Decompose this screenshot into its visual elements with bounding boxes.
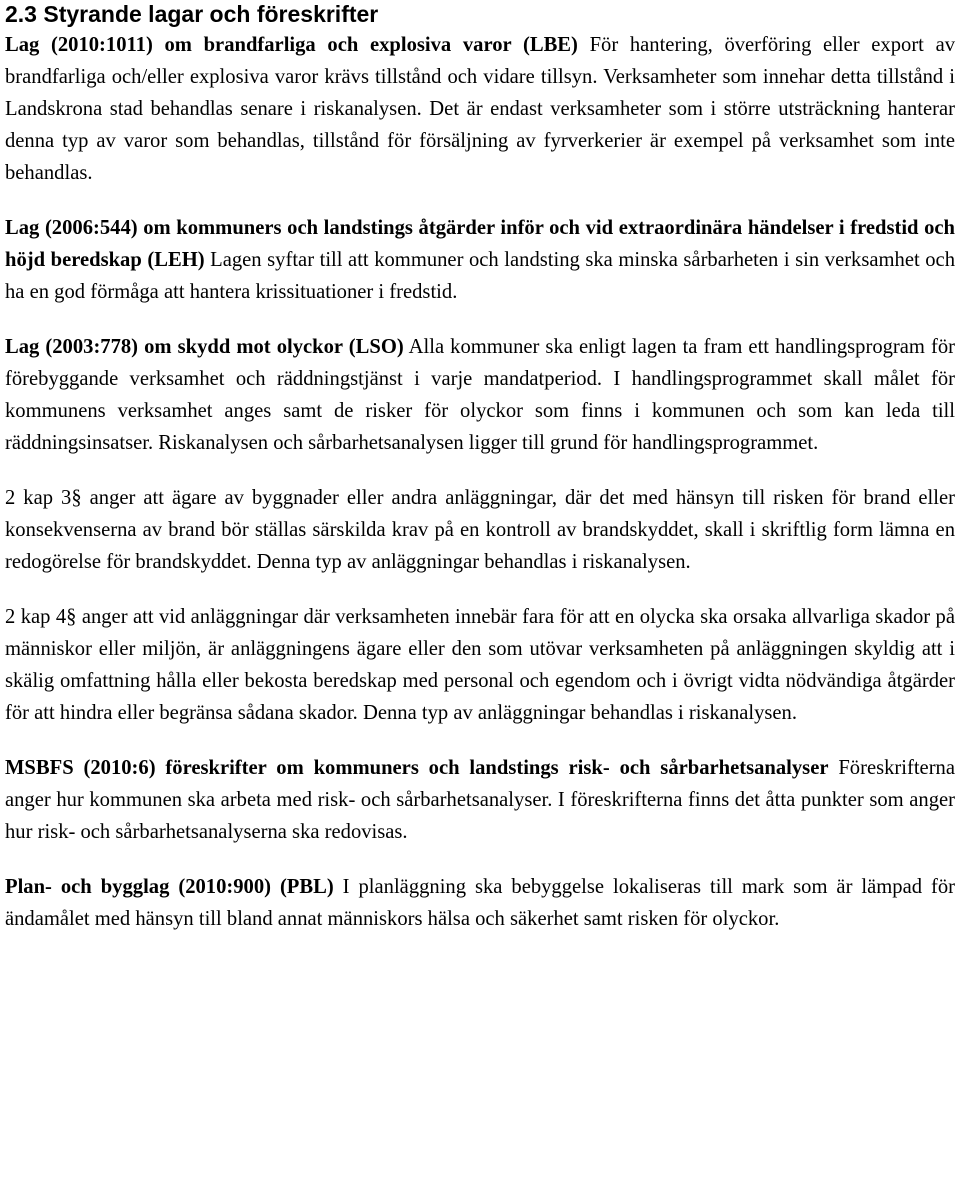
section-heading: 2.3 Styrande lagar och föreskrifter (5, 1, 379, 27)
law-title-pbl: Plan- och bygglag (2010:900) (PBL) (5, 876, 334, 898)
paragraph-msbfs (5, 752, 955, 848)
paragraph-text: 2 kap 4§ anger att vid anläggningar där verksamheten innebär fara för att en olycka ska orsaka allvarliga skador på människor eller miljön, är anläggningens ägare eller den som utövar verksamheten på anläggningen skyldig att i skälig omfattning hålla eller bekosta beredskap med personal och egendom och i övrigt vidta nödvändiga åtgärder för att hindra eller begränsa sådana skador. Denna typ av anläggningar behandlas i riskanalysen. (5, 606, 955, 724)
paragraph-lbe (5, 29, 955, 189)
paragraph-2kap4 (5, 601, 955, 729)
paragraph-leh (5, 212, 955, 308)
paragraph-lso (5, 331, 955, 459)
paragraph-text: För hantering, överföring eller export av brandfarliga och/eller explosiva varor krävs tillstånd och vidare tillsyn. Verksamheter som innehar detta tillstånd i Landskrona stad behandlas senare i riskanalysen. Det är endast verksamheter som i större utsträckning hanterar denna typ av varor som behandlas, tillstånd för försäljning av fyrverkerier är exempel på verksamhet som inte behandlas. (5, 34, 956, 184)
paragraph-text: 2 kap 3§ anger att ägare av byggnader eller andra anläggningar, där det med hänsyn till risken för brand eller konsekvenserna av brand bör ställas särskilda krav på en kontroll av brandskyddet, skall i skriftlig form lämna en redogörelse för brandskyddet. Denna typ av anläggningar behandlas i riskanalysen. (5, 487, 955, 573)
law-title-leh: Lag (2006:544) om kommuners och landstings åtgärder inför och vid extraordinära händelser i fredstid och höjd beredskap (LEH) (5, 217, 955, 271)
paragraph-text: Alla kommuner ska enligt lagen ta fram ett handlingsprogram för förebyggande verksamhet och räddningstjänst i varje mandatperiod. I handlingsprogrammet skall målet för kommunens verksamhet anges samt de risker för olyckor som finns i kommunen och som kan leda till räddningsinsatser. Riskanalysen och sårbarhetsanalysen ligger till grund för handlingsprogrammet. (5, 336, 956, 454)
paragraph-text: I planläggning ska bebyggelse lokaliseras till mark som är lämpad för ändamålet med hänsyn till bland annat människors hälsa och säkerhet samt risken för olyckor. (5, 876, 955, 930)
document-page (5, 0, 955, 935)
paragraph-text: Föreskrifterna anger hur kommunen ska arbeta med risk- och sårbarhetsanalyser. I föreskrifterna finns det åtta punkter som anger hur risk- och sårbarhetsanalyserna ska redovisas. (5, 757, 955, 843)
law-title-lbe: Lag (2010:1011) om brandfarliga och explosiva varor (LBE) (5, 34, 578, 56)
law-title-lso: Lag (2003:778) om skydd mot olyckor (LSO) (5, 336, 404, 358)
paragraph-2kap3 (5, 482, 955, 578)
paragraph-pbl (5, 871, 955, 935)
law-title-msbfs: MSBFS (2010:6) föreskrifter om kommuners och landstings risk- och sårbarhetsanalyser (5, 757, 829, 779)
paragraph-text: Lagen syftar till att kommuner och landsting ska minska sårbarheten i sin verksamhet och ha en god förmåga att hantera krissituationer i fredstid. (5, 249, 955, 303)
